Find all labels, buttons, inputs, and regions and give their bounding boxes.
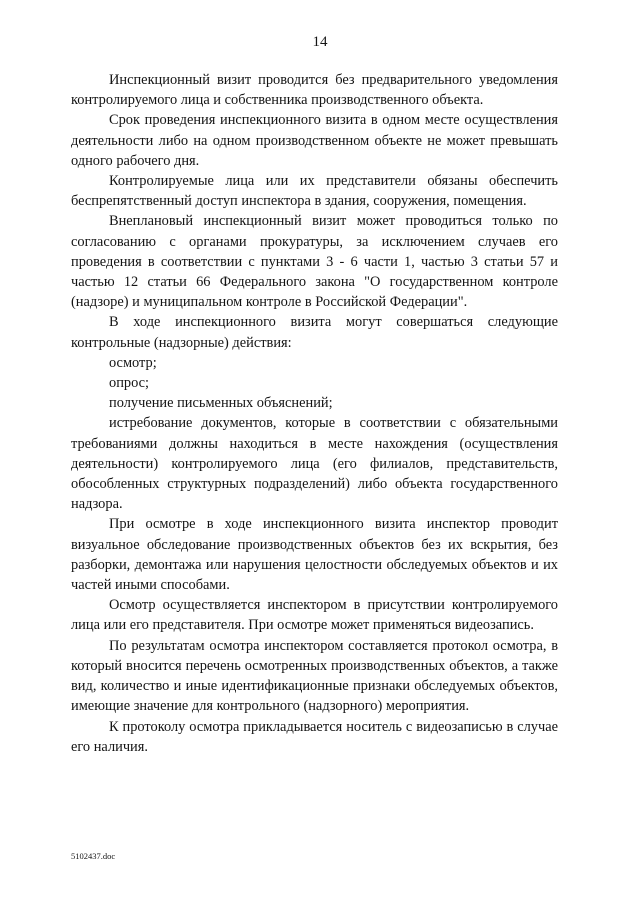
list-item-written-explanations: получение письменных объяснений;	[109, 395, 333, 412]
paragraph-inspection-presence: Осмотр осуществляется инспектором в присутствии контролируемого лица или его представителя. При осмотре может применяться видеозапись.	[71, 597, 558, 634]
paragraph-visual-inspection: При осмотре в ходе инспекционного визита инспектор проводит визуальное обследование производственных объектов без их вскрытия, без разборки, демонтажа или нарушения целостности обследуемых объектов и их частей иными способами.	[71, 516, 558, 594]
document-body	[71, 70, 558, 757]
paragraph-unscheduled-visit: Внеплановый инспекционный визит может проводиться только по согласованию с органами прокуратуры, за исключением случаев его проведения в соответствии с пунктами 3 - 6 части 1, частью 3 статьи 57 и частью 12 статьи 66 Федерального закона "О государственном контроле (надзоре) и муниципальном контроле в Российской Федерации".	[71, 213, 558, 311]
paragraph-video-attachment: К протоколу осмотра прикладывается носитель с видеозаписью в случае его наличия.	[71, 718, 558, 755]
list-item-survey: опрос;	[109, 375, 150, 392]
list-item-document-request: истребование документов, которые в соответствии с обязательными требованиями должны находиться в месте нахождения (осуществления деятельности) контролируемого лица (его филиалов, представительств, обособленных структурных подразделений) либо объекта государственного надзора.	[71, 415, 558, 513]
document-filename: 5102437.doc	[71, 851, 116, 861]
paragraph-control-actions-intro: В ходе инспекционного визита могут совершаться следующие контрольные (надзорные) действия:	[71, 314, 558, 351]
page-number: 14	[312, 34, 328, 50]
paragraph-visit-duration: Срок проведения инспекционного визита в одном месте осуществления деятельности либо на одном производственном объекте не может превышать одного рабочего дня.	[71, 112, 558, 169]
list-item-inspection: осмотр;	[109, 354, 157, 371]
paragraph-inspection-protocol: По результатам осмотра инспектором составляется протокол осмотра, в который вносится перечень осмотренных производственных объектов, а также вид, количество и иные идентификационные признаки обследуемых объектов, имеющие значение для контрольного (надзорного) мероприятия.	[71, 637, 558, 715]
paragraph-visit-without-notice: Инспекционный визит проводится без предварительного уведомления контролируемого лица и собственника производственного объекта.	[71, 72, 558, 109]
paragraph-access-obligation: Контролируемые лица или их представители обязаны обеспечить беспрепятственный доступ инспектора в здания, сооружения, помещения.	[71, 173, 558, 210]
